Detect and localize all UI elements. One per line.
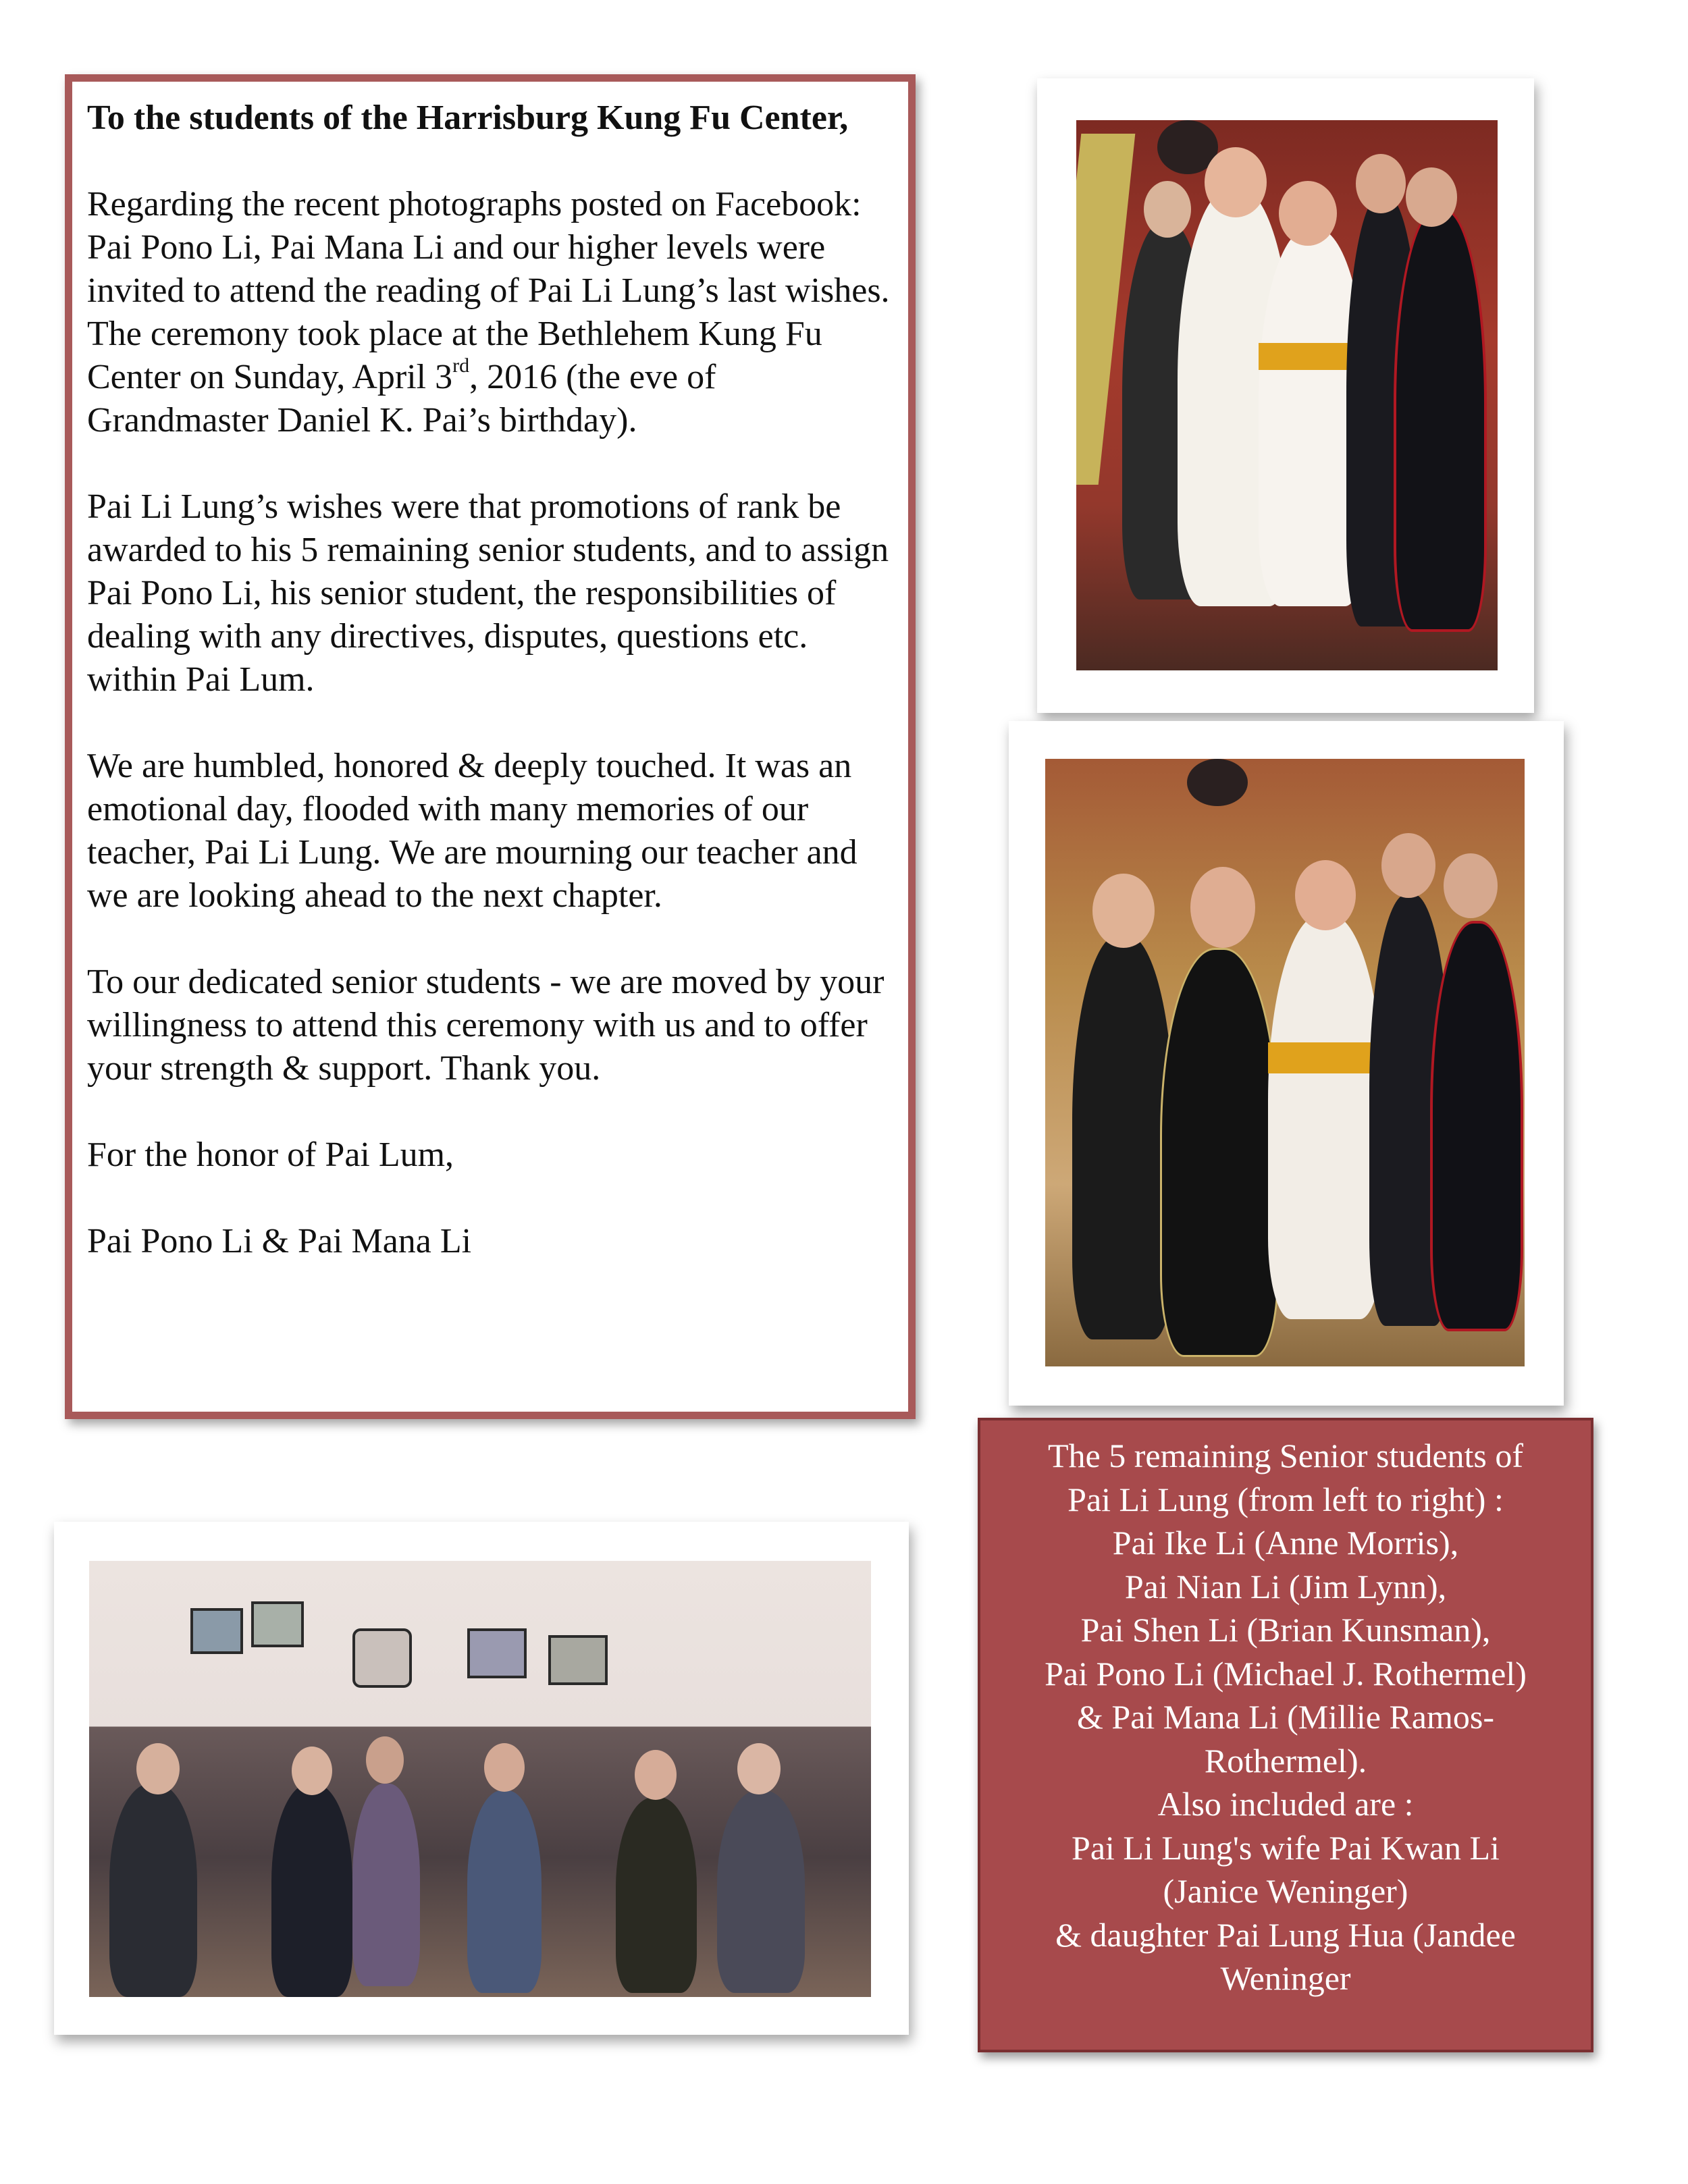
letter-paragraph-2: Pai Li Lung’s wishes were that promotions of rank be awarded to his 5 remaining senior students, and to assign Pai Pono Li, his senior student, the responsibilities of dealing with any directives, disputes, questions etc. within Pai Lum. bbox=[87, 487, 889, 699]
person-3-head bbox=[1295, 860, 1356, 930]
photo-frame-top-right bbox=[1037, 78, 1534, 713]
photo-frame-middle-right bbox=[1009, 721, 1564, 1406]
person-1 bbox=[109, 1784, 197, 1997]
person-4-head bbox=[1381, 833, 1435, 898]
group-photo-with-family bbox=[1045, 759, 1525, 1366]
person-6 bbox=[717, 1790, 805, 1993]
letter-heading: To the students of the Harrisburg Kung Fu Center, bbox=[87, 99, 849, 137]
person-5 bbox=[1430, 921, 1523, 1331]
letter-closing: For the honor of Pai Lum, bbox=[87, 1136, 454, 1174]
caption-line: Weninger bbox=[1220, 1959, 1351, 1997]
person-1-head bbox=[136, 1743, 180, 1794]
person-2 bbox=[271, 1784, 352, 1997]
person-3-sash bbox=[1268, 1042, 1383, 1073]
bagua-emblem bbox=[352, 1628, 412, 1688]
person-5 bbox=[1394, 208, 1487, 632]
person-2 bbox=[1160, 948, 1279, 1357]
person-2-head bbox=[1190, 867, 1255, 948]
letter-paragraph-4: To our dedicated senior students - we are moved by your willingness to attend this ceremony with us and to offer your strength & support. Thank you. bbox=[87, 963, 885, 1088]
person-5 bbox=[616, 1797, 697, 1993]
letter-paragraph-3: We are humbled, honored & deeply touched. It was an emotional day, flooded with many memories of our teacher, Pai Li Lung. We are mourning our teacher and we are looking ahead to the next chapter. bbox=[87, 747, 858, 915]
caption-line: The 5 remaining Senior students of bbox=[1047, 1437, 1524, 1474]
group-photo-senior-students bbox=[1076, 120, 1498, 670]
letter-signature: Pai Pono Li & Pai Mana Li bbox=[87, 1222, 472, 1260]
person-1-head bbox=[1144, 181, 1191, 238]
person-4 bbox=[467, 1790, 542, 1993]
letter-paragraph-1-end: , 2016 (the eve of Grandmaster Daniel K. Pai’s birthday). bbox=[87, 358, 716, 440]
caption-box bbox=[978, 1418, 1593, 2052]
person-6-head bbox=[737, 1743, 781, 1794]
person-1 bbox=[1072, 934, 1173, 1339]
caption-line: & daughter Pai Lung Hua (Jandee bbox=[1055, 1915, 1516, 1954]
person-5-head bbox=[635, 1750, 677, 1800]
person-4-head bbox=[1356, 154, 1406, 213]
person-3 bbox=[1268, 914, 1383, 1319]
caption-line: Pai Li Lung (from left to right) : bbox=[1067, 1480, 1504, 1518]
date-ordinal-suffix: rd bbox=[452, 354, 470, 377]
letter-box bbox=[65, 74, 916, 1419]
caption-line: Rothermel). bbox=[1204, 1741, 1367, 1780]
caption-line: Pai Pono Li (Michael J. Rothermel) bbox=[1045, 1654, 1527, 1693]
person-5-head bbox=[1406, 167, 1457, 227]
letter-paragraph-1-start: Regarding the recent photographs posted on Facebook: Pai Pono Li, Pai Mana Li and our higher levels were invited to attend the reading of Pai Li Lung’s last wishes. The ceremony took place at the Bethlehem Kung Fu Center on Sunday, April 3 bbox=[87, 185, 890, 396]
person-1-head bbox=[1092, 874, 1155, 948]
caption-line: Pai Shen Li (Brian Kunsman), bbox=[1080, 1611, 1491, 1649]
caption-line: Pai Nian Li (Jim Lynn), bbox=[1124, 1567, 1447, 1605]
caption-line: Pai Ike Li (Anne Morris), bbox=[1112, 1524, 1459, 1562]
caption-line: Also included are : bbox=[1157, 1785, 1414, 1823]
caption-line: (Janice Weninger) bbox=[1163, 1872, 1408, 1910]
person-5-head bbox=[1444, 853, 1498, 918]
person-3-head bbox=[1279, 181, 1337, 246]
person-3-head bbox=[366, 1736, 404, 1784]
wall-picture-3 bbox=[467, 1628, 527, 1678]
wall-picture-4 bbox=[548, 1635, 608, 1685]
wall-emblem bbox=[1187, 759, 1248, 806]
caption-line: & Pai Mana Li (Millie Ramos- bbox=[1077, 1698, 1494, 1736]
person-2-head bbox=[292, 1747, 332, 1795]
person-2-head bbox=[1205, 147, 1267, 217]
photo-frame-bottom-left bbox=[54, 1522, 909, 2035]
wall-picture-2 bbox=[251, 1601, 304, 1647]
caption-line: Pai Li Lung's wife Pai Kwan Li bbox=[1072, 1828, 1500, 1867]
person-4-head bbox=[484, 1743, 525, 1792]
person-3 bbox=[352, 1784, 420, 1986]
wall-picture-1 bbox=[190, 1608, 243, 1654]
letter-paragraph-1 bbox=[87, 183, 891, 442]
group-photo-higher-levels bbox=[89, 1561, 871, 1997]
